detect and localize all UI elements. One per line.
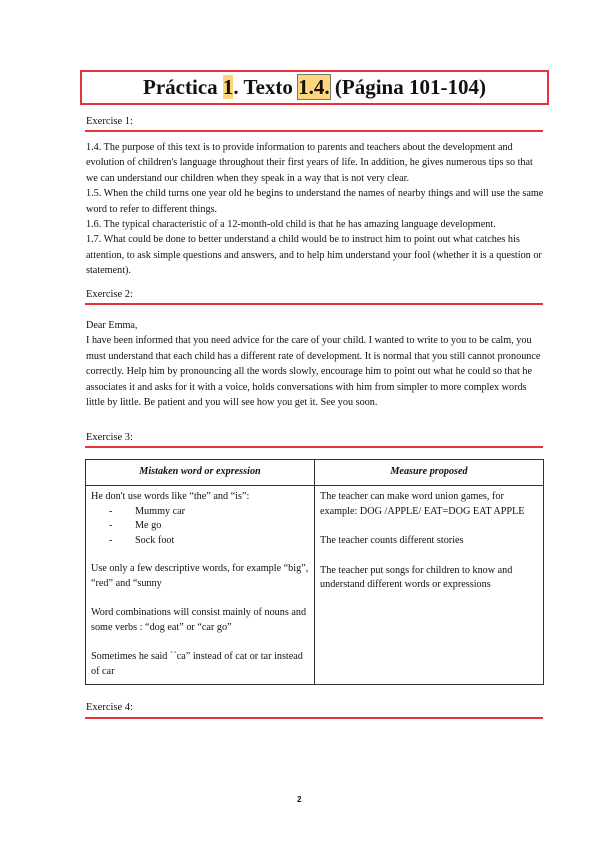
exercise-2-label: Exercise 2: (86, 289, 133, 300)
answer-1-7: 1.7. What could be done to better understand a child would be to instruct him to point out what catches his attention, to ask simple questions and answers, and to help him understand your fool (whether it is a question or statement). (86, 234, 542, 277)
cell-text: Use only a few descriptive words, for example “big”, “red” and “sunny (91, 563, 309, 589)
letter-body: I have been informed that you need advice for the care of your child. I wanted to write to you to be calm, you must understand that each child has a different rate of development. It is normal that you still cannot pronounce correctly. Help him by pronouncing all the words slowly, encourage him to point out what he could so that he associates it and asks for it with a voice, holds conversations with him from simpler to more complex words little by little. Be patient and you will see how you get it. See you soon. (86, 335, 541, 409)
title-text: . Texto (233, 75, 299, 99)
cell-text: The teacher put songs for children to know and understand different words or expressions (320, 564, 513, 590)
list-item: - Me go (109, 519, 309, 534)
exercise-1-label: Exercise 1: (86, 116, 133, 127)
cell-text: The teacher counts different stories (320, 535, 464, 546)
exercise-2-letter (86, 318, 544, 410)
title-text: Práctica (143, 75, 223, 99)
list-item: - Mummy car (109, 505, 309, 520)
divider (85, 303, 543, 305)
cell-text: He don't use words like “the” and “is”: (91, 491, 250, 502)
exercise-3-label: Exercise 3: (86, 432, 133, 443)
list-item: - Sock foot (109, 534, 309, 549)
highlight-1: 1 (222, 75, 234, 99)
table-cell-mistakes (86, 486, 315, 685)
table-cell-measures (315, 486, 544, 685)
exercise-1-answers (86, 140, 544, 279)
highlight-1-4: 1.4. (298, 75, 330, 99)
page-title (80, 70, 549, 105)
divider (85, 130, 543, 132)
table-header: Mistaken word or expression (86, 460, 315, 486)
answer-1-6: 1.6. The typical characteristic of a 12-month-old child is that he has amazing language development. (86, 219, 496, 231)
cell-text: Word combinations will consist mainly of nouns and some verbs : “dog eat” or “car go” (91, 607, 307, 633)
divider (85, 717, 543, 719)
cell-text: Sometimes he said ``ca” instead of cat or tar instead of car (91, 651, 303, 677)
answer-1-5: 1.5. When the child turns one year old he begins to understand the names of nearby things and will use the same word to refer to different things. (86, 188, 544, 215)
title-text: (Página 101-104) (329, 75, 486, 99)
page-number: 2 (297, 795, 302, 804)
exercise-4-label: Exercise 4: (86, 702, 133, 713)
table-header: Measure proposed (315, 460, 544, 486)
example-list (91, 505, 309, 549)
answer-1-4: 1.4. The purpose of this text is to provide information to parents and teachers about the development and evolution of children's language throughout their first years of life. In addition, he gives numerous tips so that we can understand our children when they speak in a way that is not very clear. (86, 142, 533, 184)
exercise-3-table (85, 459, 544, 685)
letter-greeting: Dear Emma, (86, 320, 138, 331)
cell-text: The teacher can make word union games, for example: DOG /APPLE/ EAT=DOG EAT APPLE (320, 491, 525, 517)
divider (85, 446, 543, 448)
